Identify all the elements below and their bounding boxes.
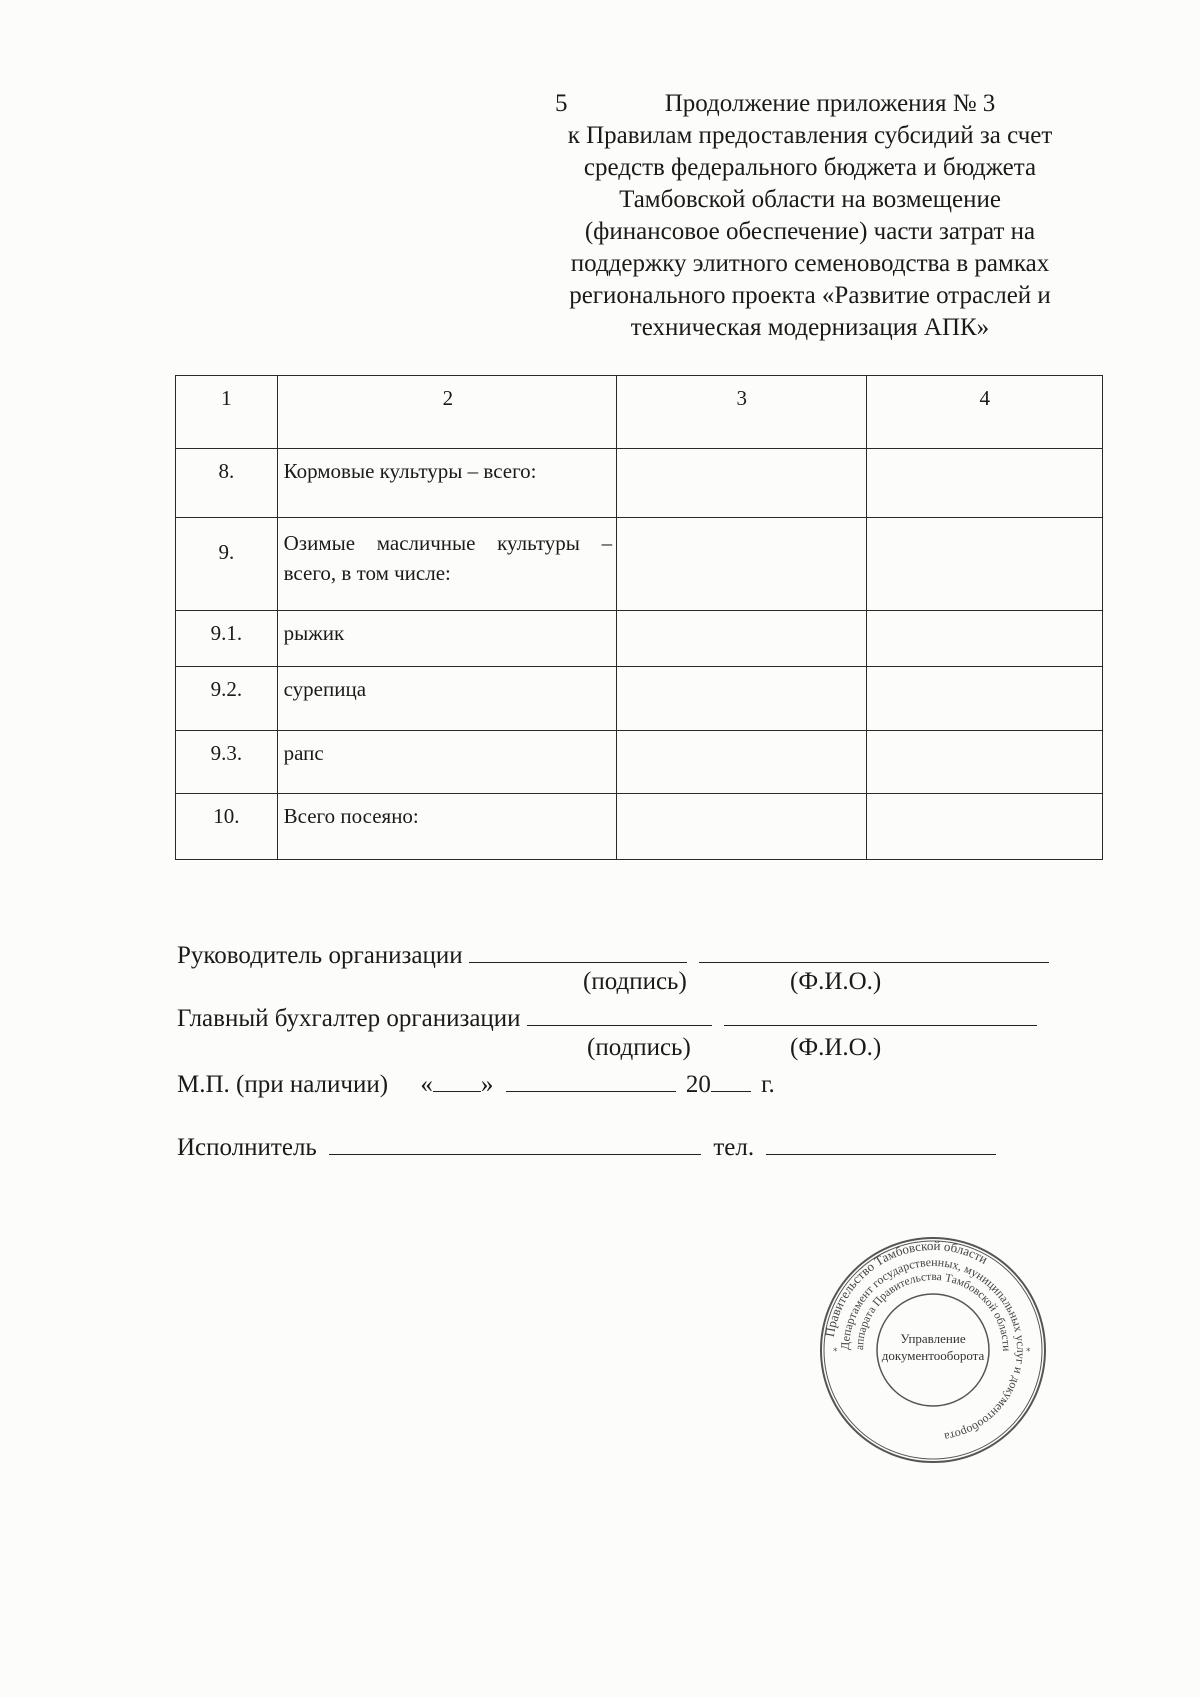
official-stamp [818, 1235, 1048, 1465]
value-cell[interactable] [867, 731, 1103, 794]
fio-caption: (Ф.И.О.) [790, 1034, 882, 1061]
phone-field[interactable] [766, 1132, 996, 1155]
row-number: 9.3. [210, 741, 243, 765]
table-row [176, 611, 1103, 667]
value-cell[interactable] [867, 518, 1103, 611]
fio-caption: (Ф.И.О.) [790, 968, 882, 995]
stamp-inner-text: аппарата Правительства Тамбовской области [853, 1270, 1013, 1352]
row-number: 10. [213, 804, 240, 828]
table-row [176, 518, 1103, 611]
row-name: сурепица [283, 677, 367, 701]
seal-date-line [177, 1069, 775, 1099]
header-line: Продолжение приложения № 3 [664, 90, 996, 117]
row-name: рыжик [283, 621, 345, 645]
header-line: поддержку элитного семеноводства в рамках [570, 250, 1050, 277]
stamp-outer-text: Правительство Тамбовской области [821, 1237, 991, 1338]
phone-label: тел. [713, 1134, 755, 1161]
column-header: 2 [277, 376, 616, 449]
stamp-middle-text: Департамент государственных, муниципальных услуг и документооборота [837, 1254, 1029, 1445]
value-cell[interactable] [617, 611, 867, 667]
signature-caption: (подпись) [587, 1034, 691, 1061]
stamp-center-line: документооборота [881, 1348, 985, 1363]
row-number: 9.2. [210, 677, 243, 701]
value-cell[interactable] [617, 518, 867, 611]
row-name: Всего посеяно: [283, 804, 419, 828]
header-line: техническая модернизация АПК» [630, 314, 990, 341]
executor-label: Исполнитель [177, 1134, 317, 1161]
table-row [176, 794, 1103, 860]
quote-open: « [420, 1071, 433, 1098]
accountant-fio-field[interactable] [724, 1003, 1037, 1026]
accountant-signature-line [177, 1003, 1037, 1033]
header-line: регионального проекта «Развитие отраслей и [569, 282, 1051, 309]
year-prefix: 20 [685, 1071, 711, 1098]
value-cell[interactable] [617, 449, 867, 518]
column-header: 1 [176, 376, 278, 449]
row-name: рапс [283, 741, 324, 765]
header-line: (финансовое обеспечение) части затрат на [584, 218, 1036, 245]
head-label: Руководитель организации [177, 942, 463, 969]
column-header: 4 [867, 376, 1103, 449]
year-suffix: г. [761, 1071, 775, 1098]
stamp-center-label [862, 1330, 1004, 1364]
table-row [176, 667, 1103, 731]
signature-caption: (подпись) [583, 968, 687, 995]
value-cell[interactable] [867, 611, 1103, 667]
row-number: 8. [218, 459, 235, 483]
executor-field[interactable] [329, 1132, 701, 1155]
head-signature-field[interactable] [469, 940, 687, 963]
value-cell[interactable] [867, 449, 1103, 518]
day-field[interactable] [433, 1069, 481, 1092]
appendix-header [525, 88, 1095, 344]
value-cell[interactable] [867, 794, 1103, 860]
head-signature-line [177, 940, 1049, 970]
value-cell[interactable] [867, 667, 1103, 731]
crops-table [175, 375, 1103, 860]
stamp-center-line: Управление [900, 1331, 966, 1346]
row-name: Озимые масличные культуры – всего, в том числе: [283, 531, 613, 585]
header-line: к Правилам предоставления субсидий за счет [567, 122, 1053, 149]
row-number: 9.1. [210, 621, 243, 645]
mp-label: М.П. (при наличии) [177, 1071, 389, 1098]
table-row [176, 731, 1103, 794]
table-header-row [176, 376, 1103, 449]
month-field[interactable] [506, 1069, 676, 1092]
header-line: средств федерального бюджета и бюджета [583, 154, 1037, 181]
accountant-label: Главный бухгалтер организации [177, 1005, 521, 1032]
value-cell[interactable] [617, 731, 867, 794]
year-field[interactable] [711, 1069, 751, 1092]
head-fio-field[interactable] [699, 940, 1049, 963]
quote-close: » [480, 1071, 494, 1098]
value-cell[interactable] [617, 794, 867, 860]
row-name: Кормовые культуры – всего: [283, 459, 537, 483]
page-number: 5 [555, 90, 568, 117]
column-header: 3 [617, 376, 867, 449]
table-row [176, 449, 1103, 518]
svg-text:*: * [833, 1347, 838, 1357]
value-cell[interactable] [617, 667, 867, 731]
header-line: Тамбовской области на возмещение [619, 186, 1001, 213]
svg-text:*: * [1026, 1347, 1031, 1357]
accountant-signature-field[interactable] [527, 1003, 712, 1026]
row-number: 9. [218, 540, 235, 564]
executor-line [177, 1132, 996, 1162]
